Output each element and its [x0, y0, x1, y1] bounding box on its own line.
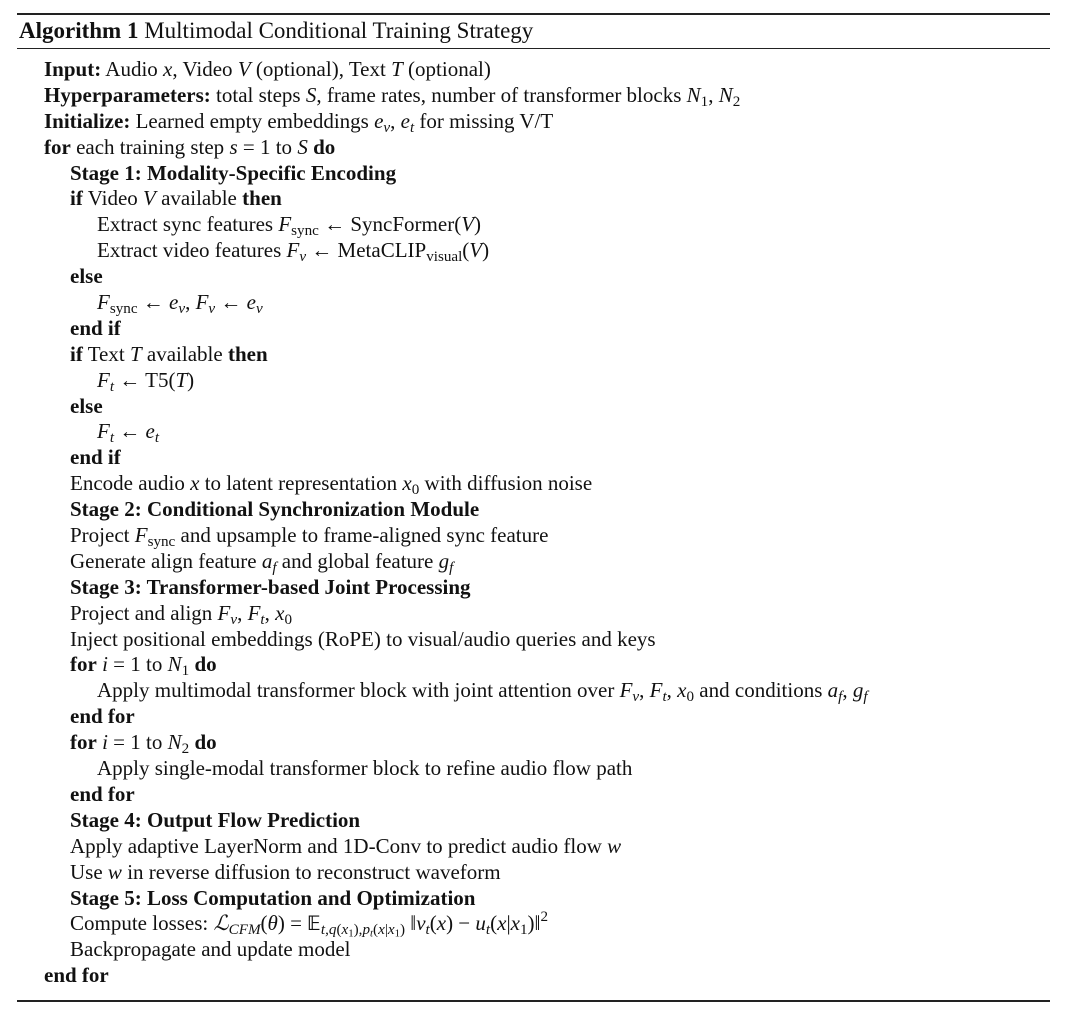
algorithm-title: Multimodal Conditional Training Strategy	[144, 18, 534, 43]
line-t5: $F_t$ ← T5(T)	[97, 367, 195, 395]
line-empty-text: $F_t$ ← $e_t$	[97, 419, 160, 447]
line-reverse-diffusion: Use w in reverse diffusion to reconstruct waveform	[70, 859, 501, 884]
line-initialize: Initialize: Learned empty embeddings $e_v$, $e_t$ for missing V/T	[44, 108, 554, 136]
line-end-for-n2: end for	[70, 781, 135, 806]
line-compute-losses: Compute losses: ℒ$_{CFM}$(θ) = 𝔼$_{t,q(x_1),p_t(x|x_1)}$ $‖v_t(x)$ − $u_t(x|x_1)‖^2$	[70, 909, 548, 940]
line-for-steps: for each training step s = 1 to S do	[44, 134, 336, 159]
header-rule	[17, 48, 1050, 49]
bottom-rule	[17, 1000, 1050, 1002]
line-end-for-steps: end for	[44, 963, 109, 988]
line-else-video: else	[70, 264, 103, 289]
line-stage-2: Stage 2: Conditional Synchronization Module	[70, 497, 480, 522]
line-generate-align: Generate align feature $a_f$ and global feature $g_f$	[70, 548, 454, 576]
line-if-video: if Video V available then	[70, 186, 282, 211]
line-input: Input: Audio x, Video V (optional), Text T (optional)	[44, 57, 491, 81]
line-end-for-n1: end for	[70, 704, 135, 729]
line-empty-video: $F_{sync}$ ← $e_v$, $F_v$ ← $e_v$	[97, 290, 263, 317]
line-extract-video: Extract video features $F_v$ ← MetaCLIP$_{visual}$(V)	[97, 238, 490, 265]
algorithm-header	[19, 15, 533, 47]
line-stage-4: Stage 4: Output Flow Prediction	[70, 807, 361, 832]
line-single-modal-block: Apply single-modal transformer block to refine audio flow path	[97, 756, 633, 781]
line-project-align: Project and align $F_v$, $F_t$, $x_0$	[70, 600, 293, 628]
algorithm-label: Algorithm 1	[19, 18, 139, 43]
line-stage-3: Stage 3: Transformer-based Joint Processing	[70, 574, 471, 599]
line-for-n2: for i = 1 to $N_2$ do	[70, 730, 217, 757]
line-inject-rope: Inject positional embeddings (RoPE) to visual/audio queries and keys	[70, 626, 656, 651]
line-end-if-video: end if	[70, 315, 121, 340]
line-backpropagate: Backpropagate and update model	[70, 937, 351, 962]
algorithm-body	[0, 57, 1080, 989]
line-if-text: if Text T available then	[70, 341, 268, 366]
line-stage-5: Stage 5: Loss Computation and Optimization	[70, 885, 476, 910]
line-else-text: else	[70, 393, 103, 418]
line-encode-audio: Encode audio x to latent representation $x_0$ with diffusion noise	[70, 471, 593, 499]
line-end-if-text: end if	[70, 445, 121, 470]
line-adaptive-layernorm: Apply adaptive LayerNorm and 1D-Conv to predict audio flow w	[70, 833, 622, 858]
line-multimodal-block: Apply multimodal transformer block with joint attention over $F_v$, $F_t$, $x_0$ and conditions $a_f$, $g_f$	[97, 678, 868, 706]
line-stage-1: Stage 1: Modality-Specific Encoding	[70, 160, 397, 185]
line-for-n1: for i = 1 to $N_1$ do	[70, 652, 217, 680]
line-extract-sync: Extract sync features $F_{sync}$ ← SyncFormer(V)	[97, 212, 482, 240]
line-project-sync: Project $F_{sync}$ and upsample to frame-aligned sync feature	[70, 523, 549, 550]
line-hyperparameters: Hyperparameters: total steps S, frame rates, number of transformer blocks $N_1$, $N_2$	[44, 82, 741, 110]
